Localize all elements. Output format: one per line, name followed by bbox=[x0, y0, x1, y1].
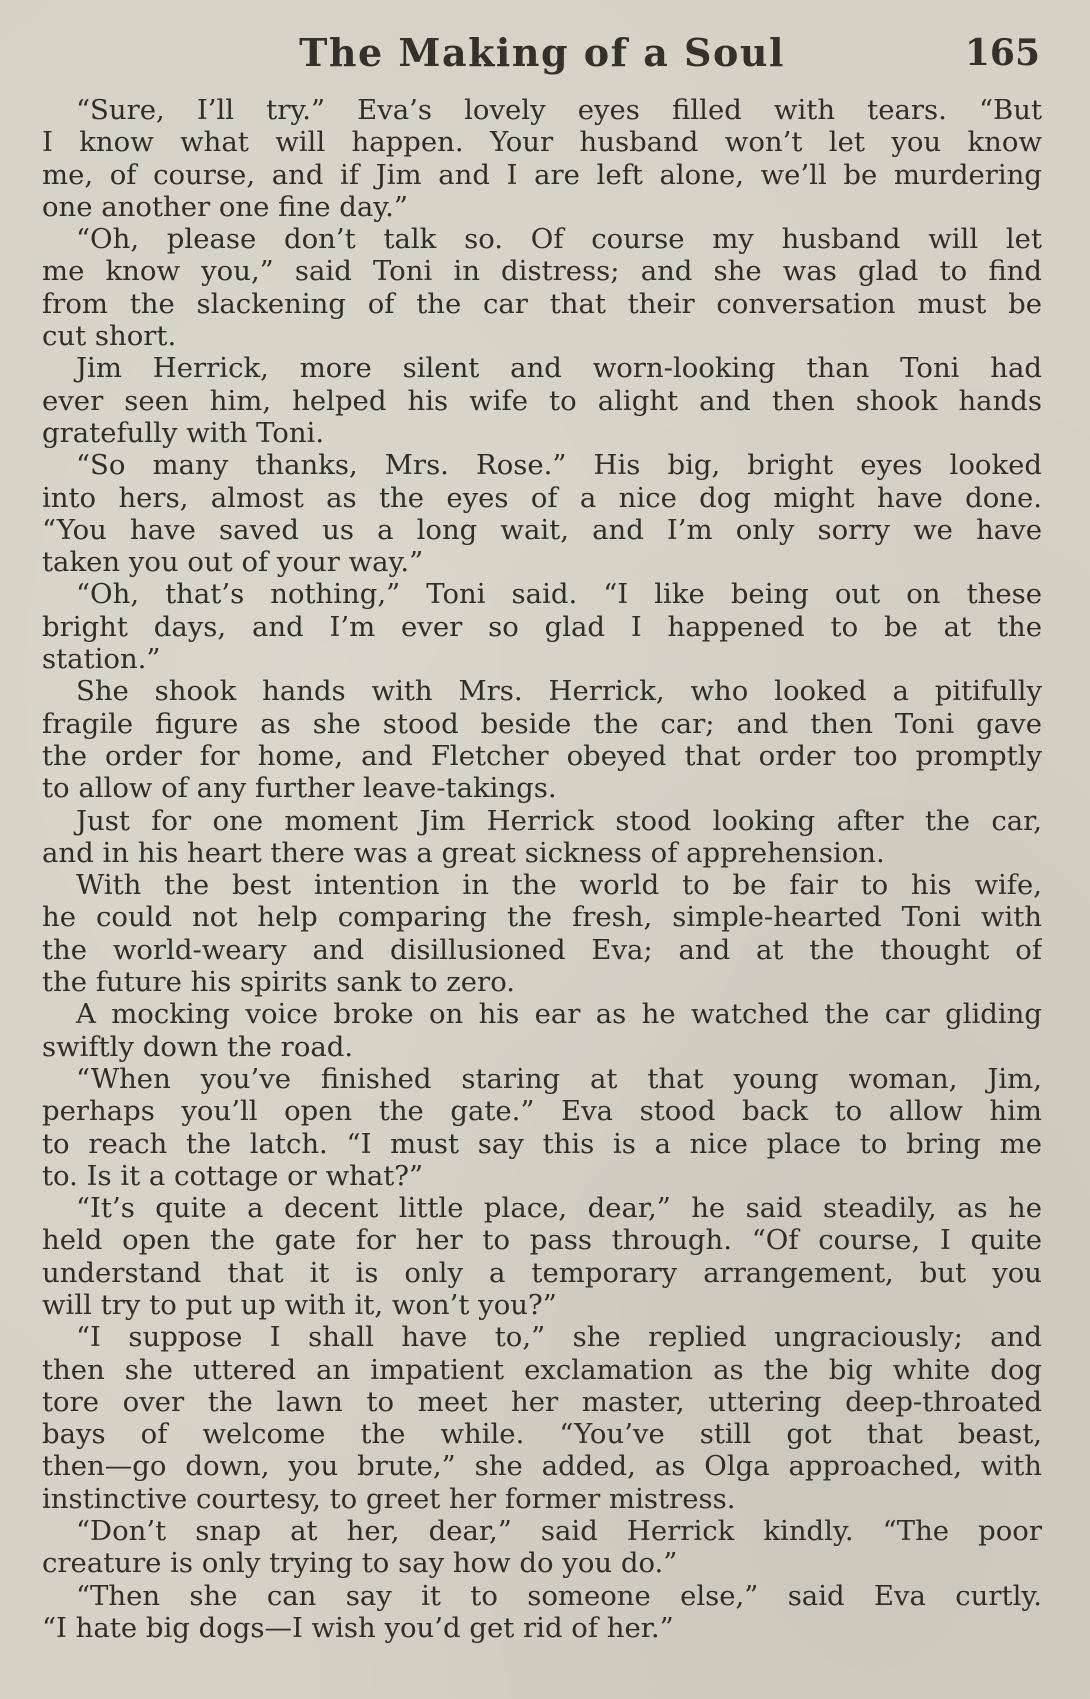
text-line: the order for home, and Fletcher obeyed that order too promptly bbox=[42, 739, 1042, 772]
text-line: then—go down, you brute,” she added, as Olga approached, with bbox=[42, 1450, 1042, 1483]
page-number: 165 bbox=[964, 32, 1040, 74]
text-line: he could not help comparing the fresh, simple-hearted Toni with bbox=[42, 901, 1042, 934]
text-line: the future his spirits sank to zero. bbox=[42, 966, 516, 999]
text-line: held open the gate for her to pass through. “Of course, I quite bbox=[42, 1224, 1042, 1257]
text-line: gratefully with Toni. bbox=[42, 416, 325, 449]
text-line: She shook hands with Mrs. Herrick, who looked a pitifully bbox=[76, 675, 1042, 708]
text-line: swiftly down the road. bbox=[42, 1030, 354, 1063]
text-line: “Then she can say it to someone else,” said Eva curtly. bbox=[76, 1579, 1042, 1612]
text-line: “You have saved us a long wait, and I’m only sorry we have bbox=[42, 513, 1042, 546]
text-line: to allow of any further leave-takings. bbox=[42, 772, 557, 805]
text-line: “I hate big dogs—I wish you’d get rid of her.” bbox=[42, 1611, 674, 1644]
text-line: into hers, almost as the eyes of a nice dog might have done. bbox=[42, 481, 1042, 514]
text-line: instinctive courtesy, to greet her former mistress. bbox=[42, 1482, 736, 1515]
text-line: “It’s quite a decent little place, dear,” he said steadily, as he bbox=[76, 1192, 1042, 1225]
text-line: “Oh, that’s nothing,” Toni said. “I like being out on these bbox=[76, 578, 1042, 611]
text-line: bright days, and I’m ever so glad I happened to be at the bbox=[42, 610, 1042, 643]
text-line: to reach the latch. “I must say this is a nice place to bring me bbox=[42, 1127, 1042, 1160]
text-line: Jim Herrick, more silent and worn-looking than Toni had bbox=[76, 352, 1042, 385]
text-line: one another one fine day.” bbox=[42, 190, 408, 223]
body-text bbox=[42, 94, 1042, 1644]
text-line: “When you’ve finished staring at that young woman, Jim, bbox=[76, 1062, 1042, 1095]
text-line: the world-weary and disillusioned Eva; and at the thought of bbox=[42, 933, 1042, 966]
text-line: bays of welcome the while. “You’ve still got that beast, bbox=[42, 1418, 1042, 1451]
text-line: “So many thanks, Mrs. Rose.” His big, bright eyes looked bbox=[76, 449, 1042, 482]
text-line: from the slackening of the car that their conversation must be bbox=[42, 287, 1042, 320]
text-line: tore over the lawn to meet her master, uttering deep-throated bbox=[42, 1385, 1042, 1418]
running-title: The Making of a Soul bbox=[299, 30, 785, 75]
text-line: and in his heart there was a great sickness of apprehension. bbox=[42, 836, 885, 869]
page-header bbox=[42, 26, 1042, 88]
text-line: Just for one moment Jim Herrick stood looking after the car, bbox=[76, 804, 1042, 837]
text-line: “Oh, please don’t talk so. Of course my husband will let bbox=[76, 223, 1042, 256]
text-line: creature is only trying to say how do you do.” bbox=[42, 1547, 678, 1580]
text-line: understand that it is only a temporary arrangement, but you bbox=[42, 1256, 1042, 1289]
text-line: cut short. bbox=[42, 320, 177, 353]
text-line: “Sure, I’ll try.” Eva’s lovely eyes filled with tears. “But bbox=[76, 94, 1042, 126]
text-line: perhaps you’ll open the gate.” Eva stood back to allow him bbox=[42, 1095, 1042, 1128]
text-line: “Don’t snap at her, dear,” said Herrick kindly. “The poor bbox=[76, 1515, 1042, 1548]
text-line: “I suppose I shall have to,” she replied ungraciously; and bbox=[76, 1321, 1042, 1354]
text-line: taken you out of your way.” bbox=[42, 546, 424, 579]
text-line: then she uttered an impatient exclamation as the big white dog bbox=[42, 1353, 1042, 1386]
text-line: fragile figure as she stood beside the car; and then Toni gave bbox=[42, 707, 1042, 740]
text-line: ever seen him, helped his wife to alight and then shook hands bbox=[42, 384, 1042, 417]
text-line: With the best intention in the world to be fair to his wife, bbox=[76, 869, 1042, 902]
text-line: will try to put up with it, won’t you?” bbox=[42, 1288, 557, 1321]
text-line: me, of course, and if Jim and I are left alone, we’ll be murdering bbox=[42, 158, 1042, 191]
text-line: to. Is it a cottage or what?” bbox=[42, 1159, 424, 1192]
text-line: I know what will happen. Your husband won’t let you know bbox=[42, 126, 1042, 159]
text-line: me know you,” said Toni in distress; and she was glad to find bbox=[42, 255, 1042, 288]
text-line: station.” bbox=[42, 643, 161, 676]
text-line: A mocking voice broke on his ear as he watched the car gliding bbox=[76, 998, 1042, 1031]
